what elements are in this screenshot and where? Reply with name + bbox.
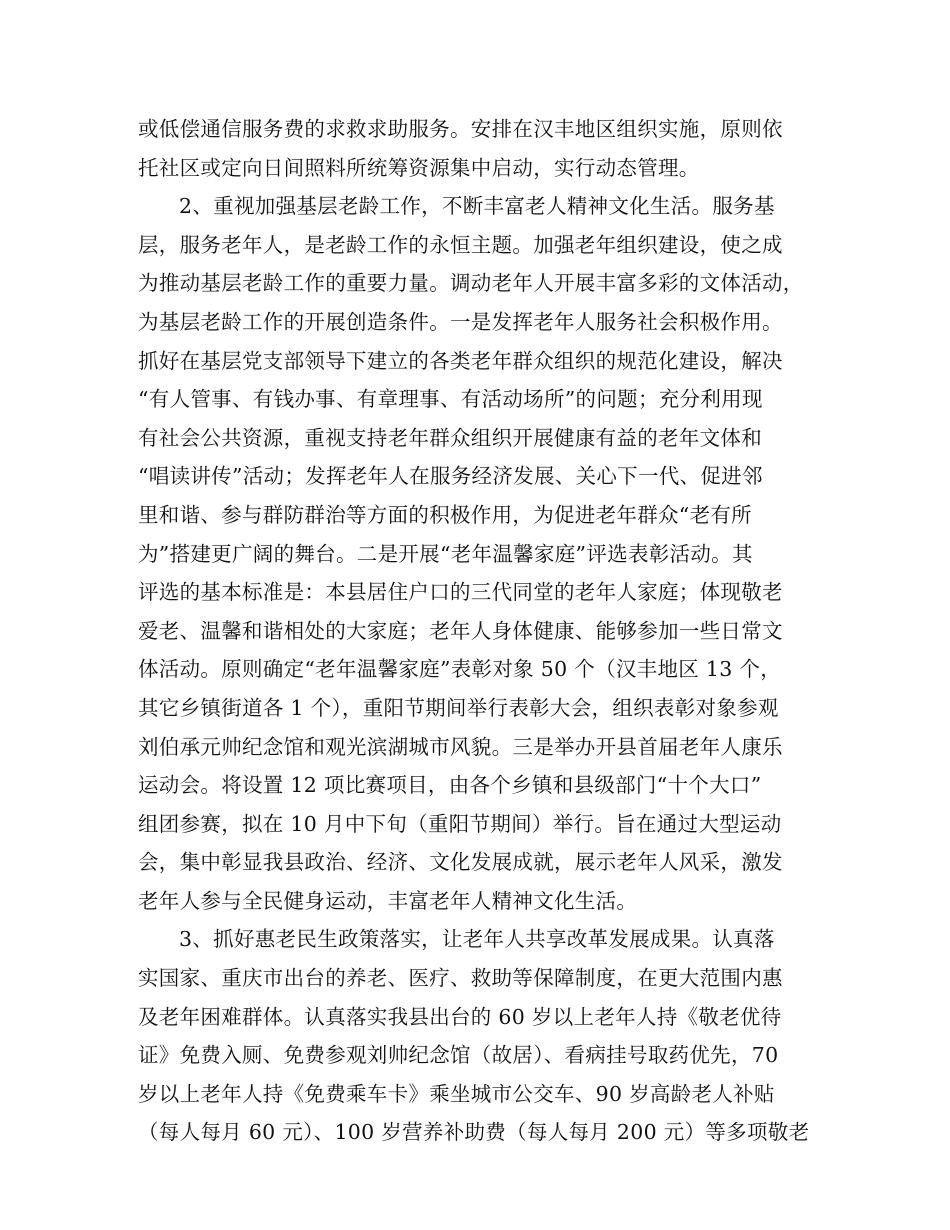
text-line: 层，服务老年人，是老龄工作的永恒主题。加强老年组织建设，使之成 — [138, 232, 783, 257]
text-line: 为基层老龄工作的开展创造条件。一是发挥老年人服务社会积极作用。 — [138, 309, 783, 334]
text-line: 为推动基层老龄工作的重要力量。调动老年人开展丰富多彩的文体活动， — [138, 271, 804, 296]
text-line: 证》免费入厕、免费参观刘帅纪念馆（故居）、看病挂号取药优先，70 — [138, 1043, 779, 1068]
text-line: 为”搭建更广阔的舞台。二是开展“老年温馨家庭”评选表彰活动。其 — [138, 541, 753, 566]
text-line: 爱老、温馨和谐相处的大家庭；老年人身体健康、能够参加一些日常文 — [138, 618, 783, 643]
text-line: 运动会。将设置 12 项比赛项目，由各个乡镇和县级部门“十个大口” — [138, 773, 762, 798]
text-line: 实国家、重庆市出台的养老、医疗、救助等保障制度，在更大范围内惠 — [138, 966, 783, 991]
paragraph-first-line: 2、重视加强基层老龄工作，不断丰富老人精神文化生活。服务基 — [179, 194, 775, 219]
text-line: 里和谐、参与群防群治等方面的积极作用，为促进老年群众“老有所 — [138, 502, 752, 527]
text-line: 会，集中彰显我县政治、经济、文化发展成就，展示老年人风采，激发 — [138, 850, 783, 875]
text-line: 其它乡镇街道各 1 个），重阳节期间举行表彰大会，组织表彰对象参观 — [138, 695, 779, 720]
text-line: 老年人参与全民健身运动，丰富老年人精神文化生活。 — [138, 888, 638, 913]
text-line: 托社区或定向日间照料所统筹资源集中启动，实行动态管理。 — [138, 155, 700, 180]
text-line: 岁以上老年人持《免费乘车卡》乘坐城市公交车、90 岁高龄老人补贴 — [138, 1081, 775, 1106]
text-line: “唱读讲传”活动；发挥老年人在服务经济发展、关心下一代、促进邻 — [138, 464, 763, 489]
body-text — [138, 110, 810, 1152]
text-line: 及老年困难群体。认真落实我县出台的 60 岁以上老年人持《敬老优待 — [138, 1004, 782, 1029]
text-line: 或低偿通信服务费的求救求助服务。安排在汉丰地区组织实施，原则依 — [138, 117, 783, 141]
paragraph-first-line: 3、抓好惠老民生政策落实，让老年人共享改革发展成果。认真落 — [179, 927, 775, 952]
text-line: 有社会公共资源，重视支持老年群众组织开展健康有益的老年文体和 — [138, 425, 762, 450]
text-line: （每人每月 60 元）、100 岁营养补助费（每人每月 200 元）等多项敬老 — [138, 1120, 810, 1145]
text-line: 抓好在基层党支部领导下建立的各类老年群众组织的规范化建设，解决 — [138, 348, 783, 373]
text-line: 评选的基本标准是：本县居住户口的三代同堂的老年人家庭；体现敬老 — [138, 580, 783, 605]
text-line: 刘伯承元帅纪念馆和观光滨湖城市风貌。三是举办开县首届老年人康乐 — [138, 734, 783, 759]
text-line: 体活动。原则确定“老年温馨家庭”表彰对象 50 个（汉丰地区 13 个， — [138, 657, 781, 682]
text-line: “有人管事、有钱办事、有章理事、有活动场所”的问题；充分利用现 — [138, 387, 763, 412]
text-line: 组团参赛，拟在 10 月中下旬（重阳节期间）举行。旨在通过大型运动 — [138, 811, 782, 836]
